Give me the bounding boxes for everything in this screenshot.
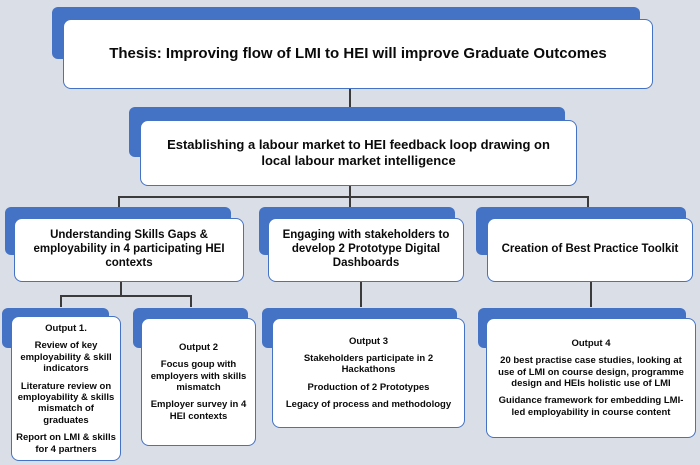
output-1-item: Literature review on employability & skills mismatch of graduates bbox=[17, 380, 115, 426]
branch-1-box bbox=[14, 218, 244, 282]
output-2-item: Employer survey in 4 HEI contexts bbox=[150, 399, 247, 422]
output-1-box bbox=[11, 316, 121, 461]
level2-text: Establishing a labour market to HEI feedback loop drawing on local labour market intelligence bbox=[167, 137, 550, 168]
title-box bbox=[63, 19, 653, 89]
branch-2-box bbox=[268, 218, 464, 282]
output-1-item: Report on LMI & skills for 4 partners bbox=[16, 432, 116, 455]
output-4-box bbox=[486, 318, 696, 438]
output-4-item: 20 best practise case studies, looking at use of LMI on course design, programme design and HEIs holistic use of LMI bbox=[498, 355, 684, 389]
connector-level2-down bbox=[349, 186, 351, 196]
title-text: Thesis: Improving flow of LMI to HEI will improve Graduate Outcomes bbox=[109, 45, 607, 62]
branch-2-text: Engaging with stakeholders to develop 2 Prototype Digital Dashboards bbox=[282, 229, 450, 269]
output-3-item: Legacy of process and methodology bbox=[285, 399, 452, 411]
branch-3-box bbox=[487, 218, 693, 282]
output-3-item: Production of 2 Prototypes bbox=[307, 381, 430, 393]
connector-title-level2 bbox=[349, 88, 351, 108]
branch-3-text: Creation of Best Practice Toolkit bbox=[501, 243, 679, 256]
output-1-item: Review of key employability & skill indicators bbox=[20, 340, 112, 375]
connector-branch3-down bbox=[590, 282, 592, 307]
branch-1-text: Understanding Skills Gaps & employability in 4 participating HEI contexts bbox=[33, 229, 225, 269]
output-2-box bbox=[141, 318, 256, 446]
output-2-item: Focus goup with employers with skills mismatch bbox=[150, 359, 247, 393]
output-2-title: Output 2 bbox=[178, 341, 219, 353]
output-4-title: Output 4 bbox=[571, 337, 611, 349]
connector-branch-bus bbox=[118, 196, 588, 198]
connector-output2-drop bbox=[190, 295, 192, 307]
output-3-title: Output 3 bbox=[348, 335, 389, 347]
connector-branch2-down bbox=[360, 282, 362, 307]
connector-output1-drop bbox=[60, 295, 62, 307]
connector-branch1-down bbox=[120, 282, 122, 295]
output-4-item: Guidance framework for embedding LMI-led employability in course content bbox=[498, 395, 684, 418]
output-3-box bbox=[272, 318, 465, 428]
output-1-title: Output 1. bbox=[45, 323, 87, 334]
level2-box bbox=[140, 120, 577, 186]
output-3-item: Stakeholders participate in 2 Hackathons bbox=[303, 352, 434, 376]
connector-output-bus bbox=[60, 295, 190, 297]
